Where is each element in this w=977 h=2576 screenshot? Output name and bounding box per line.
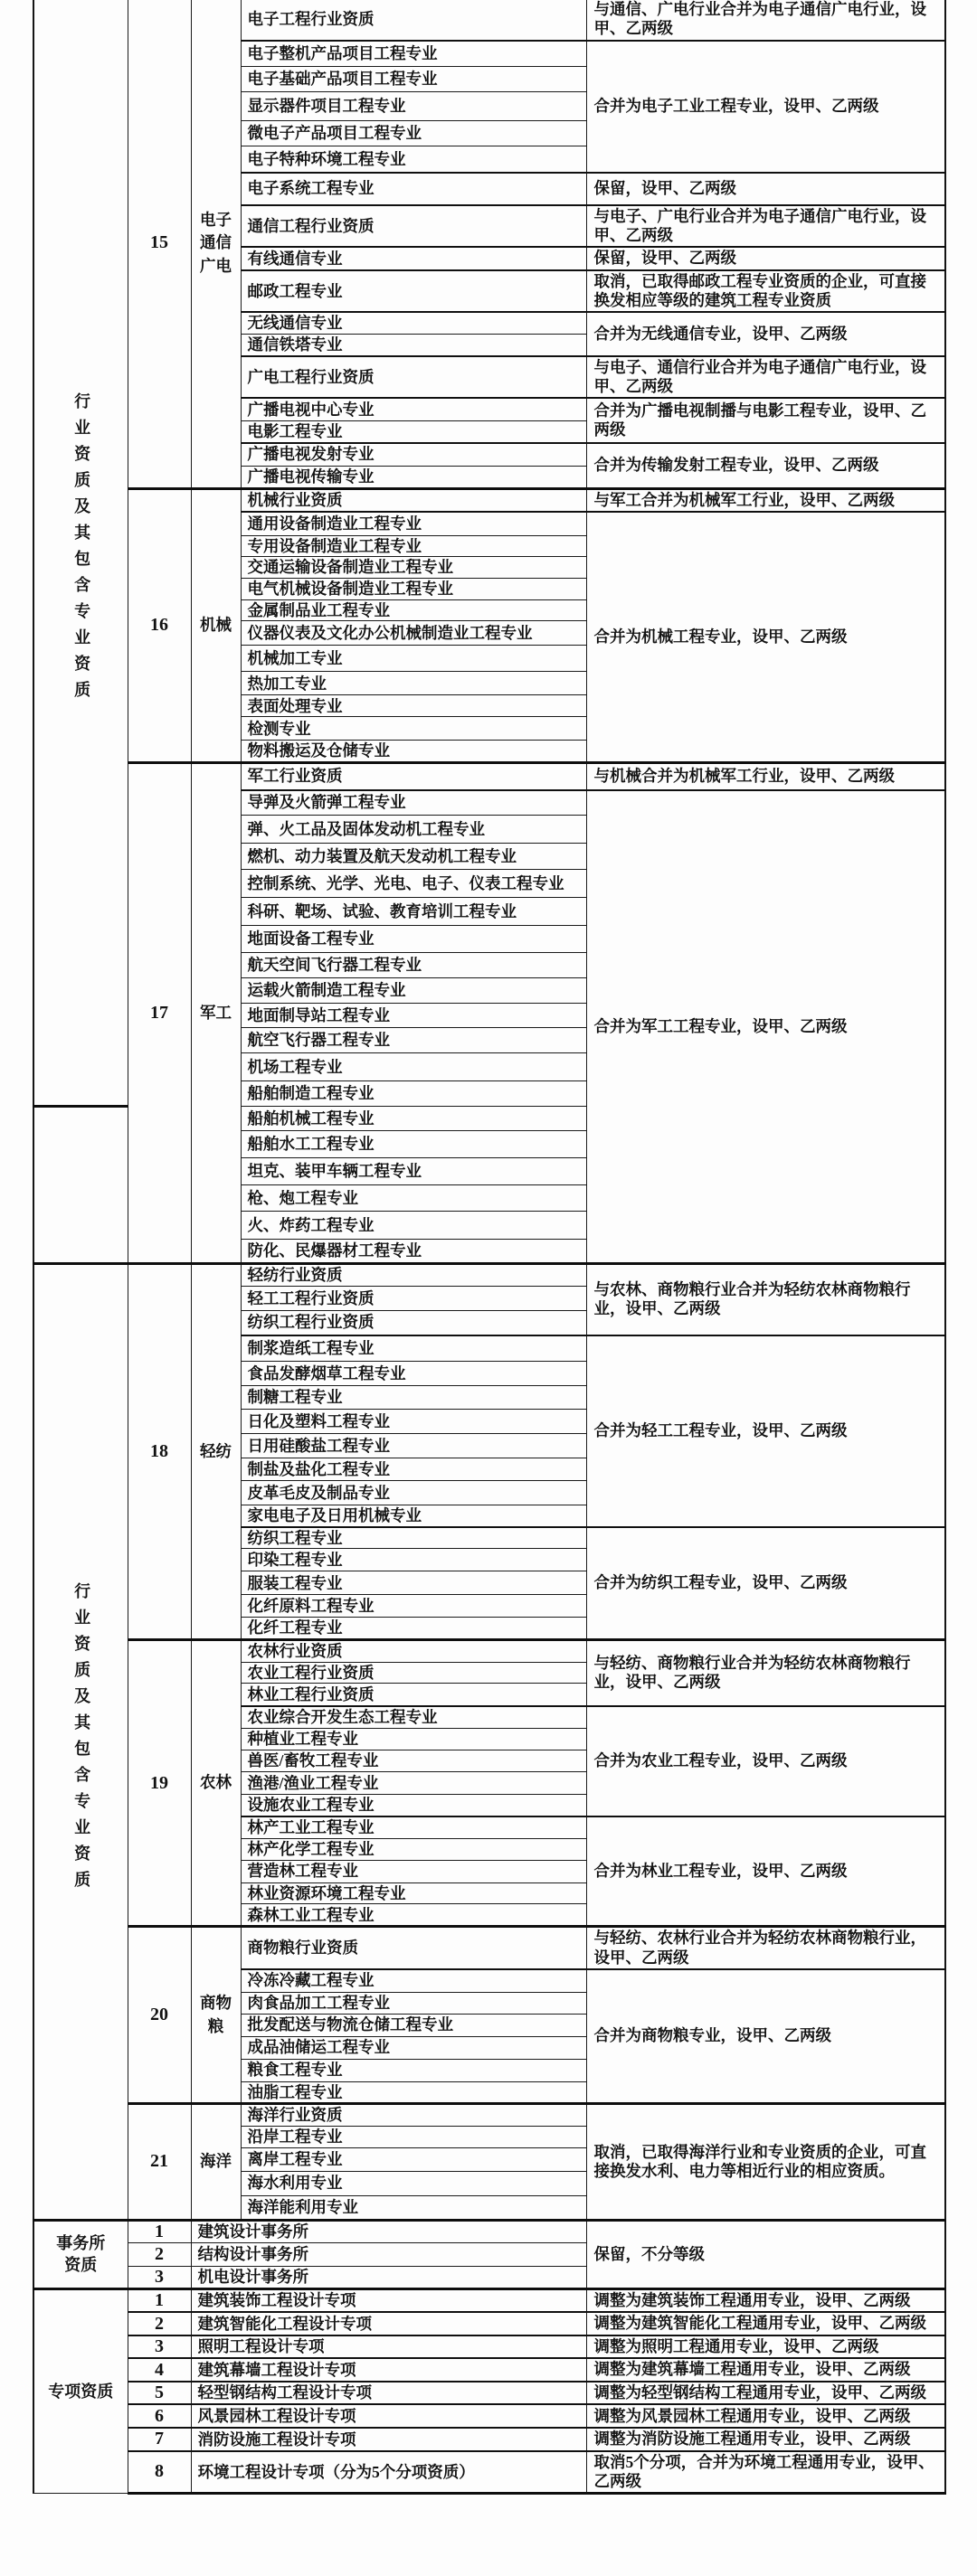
name-cell: 海水利用专业 <box>241 2171 586 2195</box>
row-number-cell: 2 <box>128 2312 191 2335</box>
note-cell: 合并为纺织工程专业，设甲、乙两级 <box>586 1527 945 1640</box>
name-cell: 科研、靶场、试验、教育培训工程专业 <box>241 898 586 926</box>
name-cell: 渔港/渔业工程专业 <box>241 1771 586 1794</box>
name-cell: 机械加工专业 <box>241 646 586 672</box>
name-cell: 种植业工程专业 <box>241 1729 586 1750</box>
name-cell: 照明工程设计专项 <box>191 2335 586 2358</box>
note-cell: 合并为轻工工程专业，设甲、乙两级 <box>586 1335 945 1527</box>
name-cell: 火、炸药工程专业 <box>241 1212 586 1240</box>
name-cell: 热加工专业 <box>241 672 586 695</box>
name-cell: 建筑设计事务所 <box>191 2220 586 2242</box>
row-number-cell: 1 <box>128 2288 191 2312</box>
category-cell: 军工 <box>191 763 241 1264</box>
note-cell: 取消5个分项，合并为环境工程通用专业，设甲、乙两级 <box>586 2451 945 2494</box>
side-label: 事务所资质 <box>56 2234 106 2275</box>
category-cell: 电子通信广电 <box>191 0 241 488</box>
name-cell: 电影工程专业 <box>241 420 586 442</box>
name-cell: 环境工程设计专项（分为5个分项资质） <box>191 2451 586 2494</box>
name-cell: 海洋行业资质 <box>241 2104 586 2127</box>
name-cell: 林业工程行业资质 <box>241 1684 586 1706</box>
table-row <box>33 2451 945 2494</box>
name-cell: 海洋能利用专业 <box>241 2195 586 2220</box>
name-cell: 物料搬运及仓储专业 <box>241 741 586 763</box>
name-cell: 机场工程专业 <box>241 1053 586 1081</box>
name-cell: 林产化学工程专业 <box>241 1839 586 1861</box>
section-number-cell: 20 <box>128 1927 191 2104</box>
note-cell: 合并为无线通信专业，设甲、乙两级 <box>586 312 945 355</box>
name-cell: 电子系统工程专业 <box>241 173 586 205</box>
note-cell: 保留，设甲、乙两级 <box>586 173 945 205</box>
name-cell: 金属制品业工程专业 <box>241 599 586 621</box>
note-cell: 调整为风景园林工程通用专业，设甲、乙两级 <box>586 2404 945 2428</box>
name-cell: 电子基础产品项目工程专业 <box>241 67 586 92</box>
category-cell: 轻纺 <box>191 1264 241 1640</box>
name-cell: 电气机械设备制造业工程专业 <box>241 578 586 599</box>
name-cell: 弹、火工品及固体发动机工程专业 <box>241 816 586 844</box>
table-row <box>33 2428 945 2450</box>
name-cell: 坦克、装甲车辆工程专业 <box>241 1158 586 1185</box>
side-label: 专项资质 <box>48 2382 114 2401</box>
table-row <box>33 2358 945 2381</box>
name-cell: 微电子产品项目工程专业 <box>241 121 586 146</box>
note-cell: 与电子、广电行业合并为电子通信广电行业，设甲、乙两级 <box>586 205 945 248</box>
name-cell: 机电设计事务所 <box>191 2266 586 2288</box>
row-number-cell: 5 <box>128 2382 191 2404</box>
name-cell: 船舶水工工程专业 <box>241 1131 586 1158</box>
name-cell: 电子特种环境工程专业 <box>241 146 586 173</box>
name-cell: 通信工程行业资质 <box>241 205 586 248</box>
name-cell: 地面制导站工程专业 <box>241 1004 586 1028</box>
name-cell: 船舶机械工程专业 <box>241 1107 586 1131</box>
row-number-cell: 4 <box>128 2358 191 2381</box>
name-cell: 检测专业 <box>241 717 586 741</box>
table-row <box>33 2404 945 2428</box>
name-cell: 邮政工程专业 <box>241 270 586 313</box>
side-label-cell <box>33 2288 128 2493</box>
category-cell: 机械 <box>191 488 241 762</box>
row-number-cell: 7 <box>128 2428 191 2450</box>
name-cell: 制浆造纸工程专业 <box>241 1335 586 1362</box>
row-number-cell: 3 <box>128 2335 191 2358</box>
table-row <box>33 0 945 41</box>
name-cell: 林业资源环境工程专业 <box>241 1882 586 1904</box>
note-cell: 调整为建筑智能化工程通用专业，设甲、乙两级 <box>586 2312 945 2335</box>
name-cell: 显示器件项目工程专业 <box>241 92 586 121</box>
note-cell: 取消，已取得海洋行业和专业资质的企业，可直接换发水利、电力等相近行业的相应资质。 <box>586 2104 945 2221</box>
name-cell: 农林行业资质 <box>241 1639 586 1662</box>
note-cell: 调整为照明工程通用专业，设甲、乙两级 <box>586 2335 945 2358</box>
name-cell: 家电电子及日用机械专业 <box>241 1505 586 1527</box>
name-cell: 冷冻冷藏工程专业 <box>241 1969 586 1992</box>
note-cell: 与军工合并为机械军工行业，设甲、乙两级 <box>586 488 945 512</box>
qualification-table <box>33 0 946 2495</box>
row-number-cell: 6 <box>128 2404 191 2428</box>
side-label: 行业资质及其包含专业资质 <box>72 392 91 708</box>
note-cell: 与农林、商物粮行业合并为轻纺农林商物粮行业，设甲、乙两级 <box>586 1264 945 1335</box>
side-label-cell <box>33 1264 128 2221</box>
table-row <box>33 1927 945 1969</box>
note-cell: 合并为传输发射工程专业，设甲、乙两级 <box>586 443 945 489</box>
name-cell: 广播电视发射专业 <box>241 443 586 467</box>
name-cell: 导弹及火箭弹工程专业 <box>241 790 586 816</box>
row-number-cell: 1 <box>128 2220 191 2242</box>
name-cell: 服装工程专业 <box>241 1571 586 1595</box>
name-cell: 仪器仪表及文化办公机械制造业工程专业 <box>241 621 586 646</box>
name-cell: 建筑装饰工程设计专项 <box>191 2288 586 2312</box>
name-cell: 轻工工程行业资质 <box>241 1287 586 1311</box>
row-number-cell: 2 <box>128 2242 191 2266</box>
name-cell: 建筑幕墙工程设计专项 <box>191 2358 586 2381</box>
note-cell: 调整为建筑装饰工程通用专业，设甲、乙两级 <box>586 2288 945 2312</box>
table-row <box>33 2312 945 2335</box>
name-cell: 印染工程专业 <box>241 1549 586 1571</box>
name-cell: 地面设备工程专业 <box>241 926 586 953</box>
row-number-cell: 3 <box>128 2266 191 2288</box>
note-cell: 保留，设甲、乙两级 <box>586 247 945 269</box>
name-cell: 消防设施工程设计专项 <box>191 2428 586 2450</box>
name-cell: 油脂工程专业 <box>241 2081 586 2104</box>
side-spacer-cell <box>33 1107 128 1264</box>
name-cell: 日化及塑料工程专业 <box>241 1410 586 1434</box>
name-cell: 成品油储运工程专业 <box>241 2036 586 2059</box>
name-cell: 离岸工程专业 <box>241 2147 586 2171</box>
name-cell: 批发配送与物流仓储工程专业 <box>241 2014 586 2036</box>
name-cell: 机械行业资质 <box>241 488 586 512</box>
name-cell: 制糖工程专业 <box>241 1386 586 1410</box>
note-cell: 调整为消防设施工程通用专业，设甲、乙两级 <box>586 2428 945 2450</box>
name-cell: 防化、民爆器材工程专业 <box>241 1240 586 1264</box>
name-cell: 军工行业资质 <box>241 763 586 790</box>
name-cell: 广播电视传输专业 <box>241 467 586 489</box>
note-cell: 调整为轻型钢结构工程通用专业，设甲、乙两级 <box>586 2382 945 2404</box>
name-cell: 有线通信专业 <box>241 247 586 269</box>
name-cell: 通用设备制造业工程专业 <box>241 512 586 535</box>
name-cell: 风景园林工程设计专项 <box>191 2404 586 2428</box>
name-cell: 化纤工程专业 <box>241 1618 586 1640</box>
name-cell: 结构设计事务所 <box>191 2242 586 2266</box>
table-row <box>33 1639 945 1662</box>
table-row <box>33 2382 945 2404</box>
name-cell: 轻纺行业资质 <box>241 1264 586 1287</box>
name-cell: 专用设备制造业工程专业 <box>241 535 586 557</box>
name-cell: 纺织工程专业 <box>241 1527 586 1549</box>
name-cell: 通信铁塔专业 <box>241 335 586 356</box>
name-cell: 轻型钢结构工程设计专项 <box>191 2382 586 2404</box>
note-cell: 保留，不分等级 <box>586 2220 945 2288</box>
row-number-cell: 8 <box>128 2451 191 2494</box>
section-number-cell: 21 <box>128 2104 191 2221</box>
name-cell: 商物粮行业资质 <box>241 1927 586 1969</box>
name-cell: 制盐及盐化工程专业 <box>241 1458 586 1481</box>
note-cell: 合并为广播电视制播与电影工程专业，设甲、乙两级 <box>586 398 945 442</box>
name-cell: 交通运输设备制造业工程专业 <box>241 557 586 579</box>
side-label-cell <box>33 2220 128 2288</box>
category-cell: 海洋 <box>191 2104 241 2221</box>
category-cell: 农林 <box>191 1639 241 1926</box>
name-cell: 建筑智能化工程设计专项 <box>191 2312 586 2335</box>
table-row <box>33 2335 945 2358</box>
name-cell: 林产工业工程专业 <box>241 1816 586 1839</box>
name-cell: 肉食品加工工程专业 <box>241 1992 586 2014</box>
name-cell: 沿岸工程专业 <box>241 2126 586 2147</box>
name-cell: 船舶制造工程专业 <box>241 1081 586 1107</box>
note-cell: 合并为农业工程专业，设甲、乙两级 <box>586 1706 945 1816</box>
name-cell: 森林工业工程专业 <box>241 1904 586 1927</box>
section-number-cell: 19 <box>128 1639 191 1926</box>
name-cell: 控制系统、光学、光电、电子、仪表工程专业 <box>241 870 586 898</box>
name-cell: 航空飞行器工程专业 <box>241 1028 586 1053</box>
note-cell: 与电子、通信行业合并为电子通信广电行业，设甲、乙两级 <box>586 356 945 399</box>
note-cell: 与通信、广电行业合并为电子通信广电行业，设甲、乙两级 <box>586 0 945 41</box>
name-cell: 表面处理专业 <box>241 695 586 717</box>
name-cell: 无线通信专业 <box>241 312 586 334</box>
name-cell: 枪、炮工程专业 <box>241 1185 586 1212</box>
name-cell: 电子整机产品项目工程专业 <box>241 41 586 67</box>
note-cell: 合并为林业工程专业，设甲、乙两级 <box>586 1816 945 1927</box>
table-row <box>33 763 945 790</box>
category-cell: 商物粮 <box>191 1927 241 2104</box>
name-cell: 广电工程行业资质 <box>241 356 586 399</box>
name-cell: 设施农业工程专业 <box>241 1794 586 1816</box>
table-row <box>33 488 945 512</box>
note-cell: 与轻纺、商物粮行业合并为轻纺农林商物粮行业，设甲、乙两级 <box>586 1639 945 1705</box>
name-cell: 粮食工程专业 <box>241 2059 586 2081</box>
side-label: 行业资质及其包含专业资质 <box>72 1581 91 1897</box>
note-cell: 与轻纺、农林行业合并为轻纺农林商物粮行业，设甲、乙两级 <box>586 1927 945 1969</box>
name-cell: 航天空间飞行器工程专业 <box>241 953 586 978</box>
name-cell: 广播电视中心专业 <box>241 398 586 420</box>
section-number-cell: 16 <box>128 488 191 762</box>
name-cell: 化纤原料工程专业 <box>241 1595 586 1618</box>
note-cell: 合并为商物粮专业，设甲、乙两级 <box>586 1969 945 2104</box>
table-row <box>33 1264 945 1287</box>
name-cell: 燃机、动力装置及航天发动机工程专业 <box>241 844 586 870</box>
note-cell: 调整为建筑幕墙工程通用专业，设甲、乙两级 <box>586 2358 945 2381</box>
section-number-cell: 17 <box>128 763 191 1264</box>
name-cell: 营造林工程专业 <box>241 1860 586 1882</box>
name-cell: 电子工程行业资质 <box>241 0 586 41</box>
name-cell: 兽医/畜牧工程专业 <box>241 1750 586 1772</box>
note-cell: 合并为机械工程专业，设甲、乙两级 <box>586 512 945 763</box>
name-cell: 纺织工程行业资质 <box>241 1311 586 1335</box>
name-cell: 运载火箭制造工程专业 <box>241 978 586 1004</box>
table-row <box>33 2104 945 2127</box>
name-cell: 食品发酵烟草工程专业 <box>241 1362 586 1386</box>
name-cell: 农业综合开发生态工程专业 <box>241 1706 586 1729</box>
note-cell: 与机械合并为机械军工行业，设甲、乙两级 <box>586 763 945 790</box>
section-number-cell: 15 <box>128 0 191 488</box>
name-cell: 农业工程行业资质 <box>241 1662 586 1684</box>
note-cell: 合并为电子工业工程专业，设甲、乙两级 <box>586 41 945 173</box>
table-row <box>33 2288 945 2312</box>
side-label-cell <box>33 0 128 1107</box>
table-row <box>33 2220 945 2242</box>
note-cell: 合并为军工工程专业，设甲、乙两级 <box>586 790 945 1264</box>
name-cell: 皮革毛皮及制品专业 <box>241 1481 586 1505</box>
name-cell: 日用硅酸盐工程专业 <box>241 1434 586 1458</box>
note-cell: 取消，已取得邮政工程专业资质的企业，可直接换发相应等级的建筑工程专业资质 <box>586 270 945 313</box>
section-number-cell: 18 <box>128 1264 191 1640</box>
